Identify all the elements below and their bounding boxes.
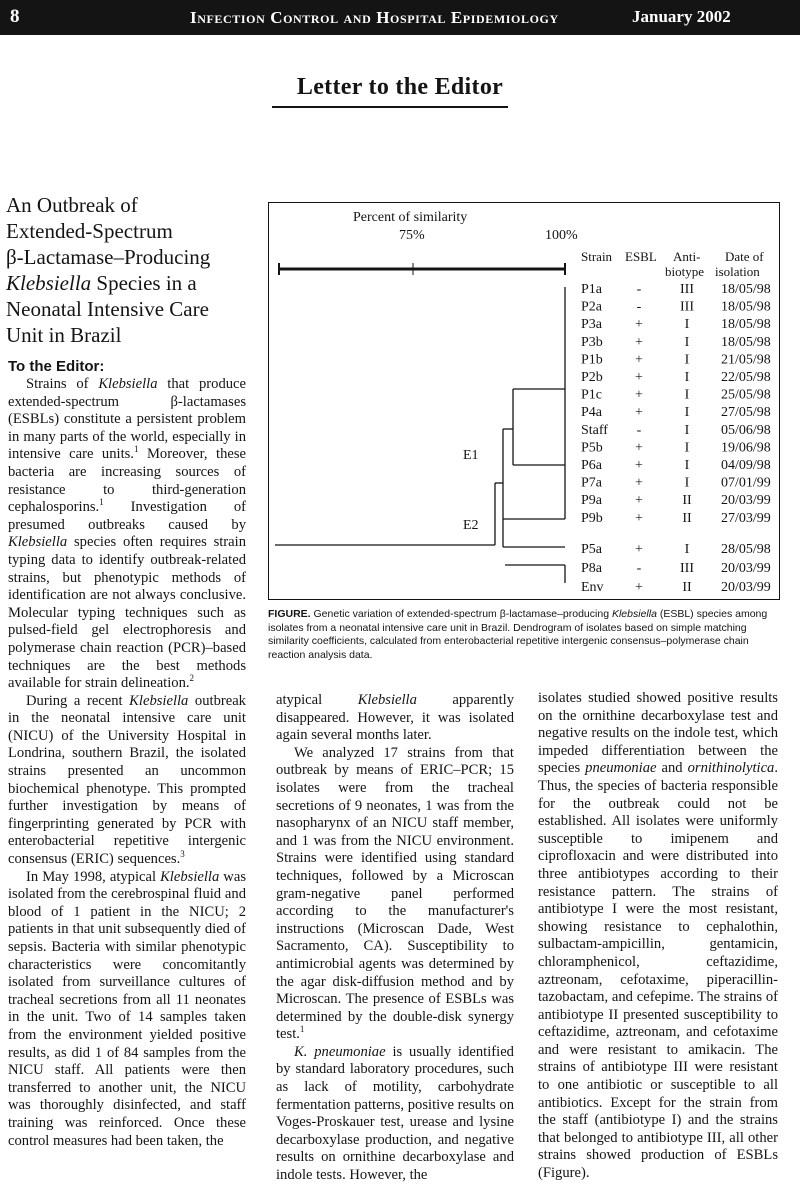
date-cell: 21/05/98 <box>721 352 771 368</box>
strain-row <box>581 335 771 350</box>
cluster-label-e1: E1 <box>463 448 479 463</box>
strain-row <box>581 440 771 455</box>
paragraph <box>8 376 246 693</box>
col-header-antibiotype: Anti- <box>673 249 701 264</box>
dendrogram-svg <box>269 203 781 601</box>
antibiotype-cell: I <box>684 317 690 333</box>
esbl-cell: + <box>635 317 643 333</box>
esbl-cell: - <box>636 299 642 315</box>
body-column-3 <box>538 690 778 1183</box>
strain-row <box>581 458 771 473</box>
esbl-cell: - <box>636 561 642 576</box>
col-header-strain: Strain <box>581 249 613 264</box>
date-cell: 20/03/99 <box>721 561 771 576</box>
citation: 1 <box>133 444 139 455</box>
strain-cell: Staff <box>581 422 608 438</box>
body-column-1 <box>8 376 246 1150</box>
text-run-italic: pneumoniae <box>585 760 657 777</box>
antibiotype-cell: I <box>684 542 690 557</box>
caption-text: (ESBL) species among isolates from a neonatal intensive care unit in Brazil. Dendrogram of isolates based on simple matching similarity coefficients, calculated from enterobacterial repetitive intergenic consensus–polymerase chain reaction analysis data. <box>268 608 768 661</box>
citation: 1 <box>99 497 104 508</box>
date-cell: 05/06/98 <box>721 422 771 438</box>
strain-cell: P2a <box>581 299 602 315</box>
antibiotype-cell: I <box>684 352 690 368</box>
citation: 2 <box>189 673 195 684</box>
strain-cell: P3b <box>581 334 603 350</box>
antibiotype-cell: I <box>684 475 690 491</box>
date-cell: 19/06/98 <box>721 440 771 456</box>
caption-label: FIGURE. <box>268 608 311 620</box>
strain-row <box>581 580 771 595</box>
text-run: and <box>656 760 688 777</box>
paragraph <box>276 1044 514 1185</box>
antibiotype-cell: I <box>684 405 690 421</box>
strain-row <box>581 493 771 508</box>
caption-text: Genetic variation of extended-spectrum β-lactamase–producing <box>310 608 612 620</box>
text-run: isolates studied showed positive results on the ornithine decarboxylase test and negative results on the indole test, which impeded differentiation between the species <box>538 690 778 777</box>
title-genus: Klebsiella <box>6 271 92 295</box>
caption-italic: Klebsiella <box>611 608 657 620</box>
citation: 3 <box>180 849 185 860</box>
strain-cell: P6a <box>581 458 602 473</box>
text-run: outbreak in the neonatal intensive care unit (NICU) of the University Hospital in Londrina, southern Brazil, the isolated strains presented an uncommon biochemical phenotype. This prompted further investigation by means of fingerprinting generated by PCR with enterobacterial repetitive intergenic consensus (ERIC) sequences. <box>8 692 246 868</box>
esbl-cell: + <box>635 440 643 456</box>
strain-cell: P9a <box>581 493 602 509</box>
paragraph <box>276 745 514 1044</box>
text-run-italic: Klebsiella <box>98 376 158 392</box>
date-cell: 27/03/99 <box>721 510 771 526</box>
strain-cell: P5a <box>581 542 602 557</box>
text-run-italic: ornithinolytica <box>687 760 775 777</box>
date-cell: 28/05/98 <box>721 542 771 557</box>
text-run: is usually identified by standard laboratory procedures, such as lack of motility, carbohydrate fermentation patterns, positive results on Voges-Proskauer test, urease and lysine decarboxylase production, and negative results on ornithine decarboxylase and indole tests. However, the <box>276 1043 514 1184</box>
paragraph <box>538 690 778 1183</box>
col-header-esbl: ESBL <box>625 249 657 264</box>
esbl-cell: + <box>635 352 643 368</box>
strain-rows <box>581 282 771 595</box>
date-cell: 18/05/98 <box>721 317 771 333</box>
page-number: 8 <box>10 6 20 27</box>
text-run: . Thus, the species of bacteria responsible for the outbreak could not be established. All isolates were uniformly susceptible to imipenem and ciprofloxacin and were distributed into three antibiotypes according to their resistance pattern. The strains of antibiotype I were the most resistant, showing resistance to cephalothin, sulbactam-ampicillin, gentamicin, chloramphenicol, ceftazidime, aztreonam, cefotaxime, piperacillin-tazobactam, and cefepime. The strains of antibiotype II presented susceptibility to ceftazidime, aztreonam, and cefotaxime and were resistant to amikacin. The strains of antibiotype III were resistant to one antibiotic or susceptible to all antibiotics. Except for the strain from the staff (antibiotype I) and the strains that belonged to antibiotype III, all other strains showed production of ESBLs (Figure). <box>538 760 778 1182</box>
esbl-cell: + <box>635 370 643 385</box>
paragraph <box>8 693 246 869</box>
figure-dendrogram <box>268 202 780 600</box>
article-title-line: An Outbreak of <box>6 193 138 217</box>
text-run: During a recent <box>26 692 130 709</box>
date-cell: 07/01/99 <box>721 475 771 491</box>
date-cell: 18/05/98 <box>721 334 771 350</box>
article-title-line: Unit in Brazil <box>6 323 122 347</box>
article-title-line: Extended-Spectrum <box>6 219 173 243</box>
date-cell: 25/05/98 <box>721 387 771 403</box>
esbl-cell: - <box>636 422 642 438</box>
text-run: that produce extended-spectrum β-lactamases (ESBLs) constitute a persistent problem in many parts of the world, especially in intensive care units. <box>8 376 246 463</box>
strain-cell: P1c <box>581 387 602 403</box>
date-cell: 27/05/98 <box>721 405 771 421</box>
article-title-line: β-Lactamase–Producing <box>6 245 211 269</box>
strain-cell: P2b <box>581 370 603 385</box>
strain-cell: P5b <box>581 440 603 456</box>
esbl-cell: + <box>635 510 643 526</box>
citation: 1 <box>299 1024 305 1035</box>
strain-row <box>581 561 771 576</box>
antibiotype-cell: II <box>682 580 692 595</box>
strain-cell: P7a <box>581 475 602 491</box>
col-header-antibiotype-2: biotype <box>665 264 704 279</box>
antibiotype-cell: I <box>684 440 690 456</box>
text-run: atypical <box>276 692 358 708</box>
col-header-date: Date of <box>725 249 764 264</box>
strain-cell: P1b <box>581 352 603 368</box>
date-cell: 18/05/98 <box>721 299 771 315</box>
date-cell: 20/03/99 <box>721 580 771 595</box>
strain-row <box>581 476 771 491</box>
antibiotype-cell: I <box>684 458 690 473</box>
text-run: Moreover, these bacteria are increasing sources of resistance to third-generation cephalosporins. <box>8 446 247 516</box>
paragraph <box>276 692 514 745</box>
esbl-cell: + <box>635 405 643 421</box>
salutation: To the Editor: <box>8 358 105 375</box>
text-run-italic: Klebsiella <box>160 868 220 885</box>
text-run-italic: K. pneumoniae <box>294 1043 386 1060</box>
strain-row <box>581 300 771 315</box>
body-column-2 <box>276 692 514 1185</box>
antibiotype-cell: III <box>680 299 694 315</box>
strain-row <box>581 423 771 438</box>
article-title-line <box>6 270 250 296</box>
date-cell: 22/05/98 <box>721 370 771 385</box>
title-fragment: Species in a <box>91 271 197 295</box>
date-cell: 20/03/99 <box>721 493 771 509</box>
journal-title: Infection Control and Hospital Epidemiology <box>190 8 559 27</box>
antibiotype-cell: I <box>684 387 690 403</box>
paragraph <box>8 869 246 1151</box>
scale-75-label: 75% <box>399 228 425 243</box>
antibiotype-cell: III <box>680 561 694 576</box>
text-run: was isolated from the cerebrospinal fluid and blood of 1 patient in the NICU; 2 patients in that unit subsequently died of sepsis. Bacteria with similar phenotypic characteristics were concomitantly isolated from surveillance cultures of tracheal secretions from all 11 neonates in the unit. Two of 14 samples taken from the environment yielded positive results, as did 1 of 84 samples from the NICU staff. All patients were then transferred to another unit, the NICU was thoroughly disinfected, and staff training was reinforced. Once these control measures had been taken, the <box>8 868 246 1149</box>
scale-100-label: 100% <box>545 228 578 243</box>
strain-row <box>581 405 771 420</box>
strain-row <box>581 282 771 297</box>
text-run: Strains of <box>26 376 99 392</box>
section-title: Letter to the Editor <box>296 74 504 100</box>
figure-caption <box>268 608 782 662</box>
esbl-cell: + <box>635 542 643 557</box>
esbl-cell: - <box>636 282 642 297</box>
dendrogram-branches <box>275 287 565 583</box>
article-title <box>6 192 250 348</box>
journal-header-bar <box>0 0 800 35</box>
col-header-date-2: isolation <box>715 264 760 279</box>
text-run: We analyzed 17 strains from that outbreak by means of ERIC–PCR; 15 isolates were from the tracheal secretions of 9 neonates, 1 was from the nasopharynx of an NICU staff member, and 1 was from the NICU environment. Strains were identified using standard techniques, followed by a Microscan gram-negative panel performed according to the manufacturer's instructions (Microscan Dade, West Sacramento, CA). Susceptibility to antimicrobial agents was determined by the agar disk-diffusion method and by Microscan. The presence of ESBLs was determined by the double-disk synergy test. <box>276 744 514 1043</box>
issue-date: January 2002 <box>632 7 731 26</box>
esbl-cell: + <box>635 475 643 491</box>
strain-row <box>581 370 771 385</box>
text-run: apparently disappeared. However, it was isolated again several months later. <box>276 692 514 744</box>
text-run: species often requires strain typing data to identify outbreak-related strains, but phenotypic methods of identification are not always conclusive. Molecular typing techniques such as pulsed-field gel electrophoresis and polymerase chain reaction (PCR)–based techniques are the best methods available for strain delineation. <box>8 534 246 692</box>
article-title-line: Neonatal Intensive Care <box>6 297 209 321</box>
percent-similarity-label: Percent of similarity <box>353 210 468 225</box>
section-title-underline <box>272 106 508 108</box>
strain-row <box>581 317 771 332</box>
strain-cell: Env <box>581 580 604 595</box>
antibiotype-cell: III <box>680 282 694 297</box>
antibiotype-cell: I <box>684 370 690 385</box>
strain-row <box>581 542 771 557</box>
text-run: Investigation of presumed outbreaks caused by <box>8 499 246 533</box>
strain-cell: P8a <box>581 561 602 576</box>
esbl-cell: + <box>635 493 643 509</box>
cluster-label-e2: E2 <box>463 518 479 533</box>
text-run-italic: Klebsiella <box>357 692 417 708</box>
antibiotype-cell: I <box>684 334 690 350</box>
date-cell: 04/09/98 <box>721 458 771 473</box>
strain-cell: P3a <box>581 317 602 333</box>
antibiotype-cell: I <box>684 422 690 438</box>
esbl-cell: + <box>635 580 643 595</box>
strain-row <box>581 352 771 367</box>
antibiotype-cell: II <box>682 493 692 509</box>
strain-cell: P4a <box>581 405 602 421</box>
text-run: In May 1998, atypical <box>26 868 161 885</box>
text-run-italic: Klebsiella <box>8 534 68 551</box>
esbl-cell: + <box>635 458 643 473</box>
strain-row <box>581 511 771 526</box>
strain-cell: P9b <box>581 510 603 526</box>
antibiotype-cell: II <box>682 510 692 526</box>
text-run-italic: Klebsiella <box>129 692 189 709</box>
esbl-cell: + <box>635 334 643 350</box>
esbl-cell: + <box>635 387 643 403</box>
strain-row <box>581 388 771 403</box>
strain-cell: P1a <box>581 282 602 297</box>
date-cell: 18/05/98 <box>721 282 771 297</box>
